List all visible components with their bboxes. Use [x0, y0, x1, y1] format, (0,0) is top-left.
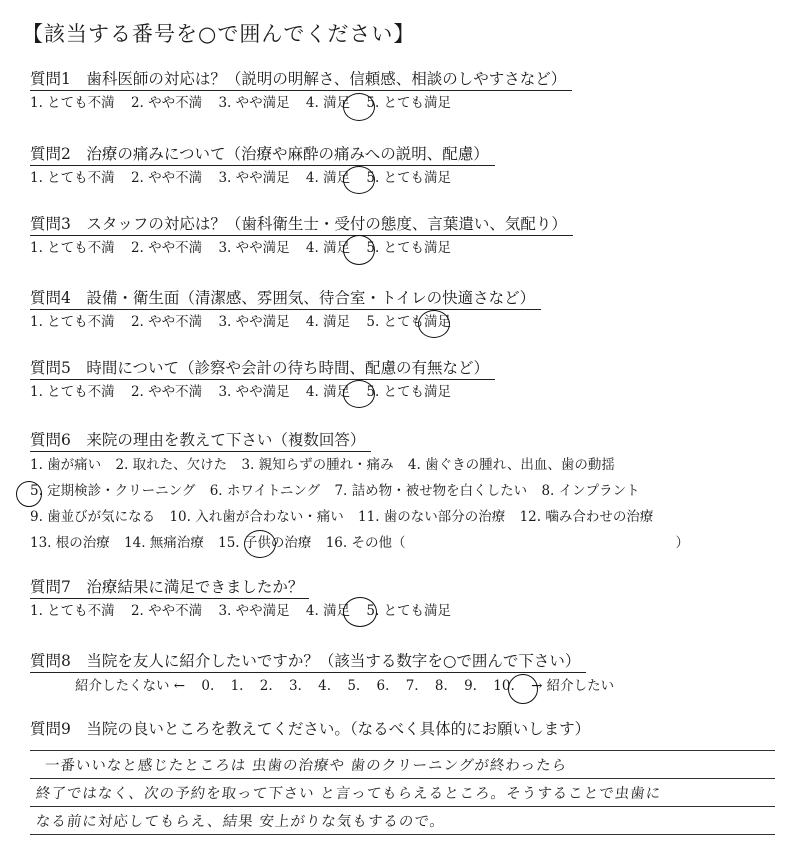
option[interactable]: 2. やや不満	[130, 384, 203, 400]
question-1-label: 質問1 歯科医師の対応は？（説明の明解さ、信頼感、相談のしやすさなど）	[30, 68, 572, 91]
form-title: 【該当する番号を○で囲んでください】	[22, 22, 416, 46]
option[interactable]: 3. やや満足	[218, 603, 290, 619]
option[interactable]: 1. とても不満	[30, 170, 115, 186]
question-1	[30, 68, 572, 115]
scale-number[interactable]: 8.	[434, 678, 448, 694]
question-1-options	[30, 91, 572, 115]
ruled-line	[30, 750, 775, 751]
option[interactable]: 4. 満足	[305, 240, 351, 256]
question-9-label: 質問9 当院の良いところを教えてください。（なるべく具体的にお願いします）	[30, 720, 591, 738]
scale-number[interactable]: 5.	[347, 678, 361, 694]
scale-left-label: 紹介したくない ←	[75, 678, 186, 694]
option[interactable]: 1. とても不満	[30, 603, 115, 619]
question-4-label: 質問4 設備・衛生面（清潔感、雰囲気、待合室・トイレの快適さなど）	[30, 287, 541, 310]
question-5-label: 質問5 時間について（診察や会計の待ち時間、配慮の有無など）	[30, 357, 495, 380]
option[interactable]: 4. 歯ぐきの腫れ、出血、歯の動揺	[407, 457, 615, 473]
question-8	[30, 650, 626, 699]
scale-number[interactable]: 7.	[405, 678, 419, 694]
option[interactable]: 3. やや満足	[218, 95, 290, 111]
question-6-options	[30, 452, 699, 556]
option[interactable]: 11. 歯のない部分の治療	[358, 509, 506, 525]
option-other[interactable]: 16. その他（	[325, 535, 406, 551]
option[interactable]: 12. 噛み合わせの治療	[519, 509, 654, 525]
option[interactable]: 15. 子供の治療	[218, 535, 312, 551]
question-4-options	[30, 310, 541, 334]
scale-number[interactable]: 1.	[230, 678, 244, 694]
question-9	[30, 718, 596, 740]
option[interactable]: 4. 満足	[305, 603, 351, 619]
option[interactable]: 8. インプラント	[541, 483, 640, 499]
question-3-label: 質問3 スタッフの対応は？（歯科衛生士・受付の態度、言葉遣い、気配り）	[30, 213, 573, 236]
question-7-label: 質問7 治療結果に満足できましたか？	[30, 576, 309, 599]
question-5	[30, 357, 495, 404]
scale-number[interactable]: 10.	[493, 678, 515, 694]
option[interactable]: 5. とても満足	[366, 384, 452, 400]
option[interactable]: 5. とても満足	[366, 170, 452, 186]
option[interactable]: 2. やや不満	[130, 603, 203, 619]
scale-number[interactable]: 2.	[259, 678, 273, 694]
option[interactable]: 4. 満足	[305, 314, 351, 330]
option[interactable]: 2. やや不満	[130, 314, 203, 330]
option[interactable]: 10. 入れ歯が合わない・痛い	[169, 509, 344, 525]
question-7	[30, 576, 463, 623]
option[interactable]: 4. 満足	[305, 384, 351, 400]
option[interactable]: 3. やや満足	[218, 314, 290, 330]
scale-number[interactable]: 6.	[376, 678, 390, 694]
question-7-options	[30, 599, 463, 623]
question-2	[30, 143, 495, 190]
option[interactable]: 9. 歯並びが気になる	[30, 509, 156, 525]
question-2-label: 質問2 治療の痛みについて（治療や麻酔の痛みへの説明、配慮）	[30, 143, 495, 166]
option[interactable]: 1. 歯が痛い	[30, 457, 102, 473]
option[interactable]: 2. やや不満	[130, 170, 203, 186]
question-3	[30, 213, 573, 260]
option[interactable]: 2. やや不満	[130, 95, 203, 111]
ruled-line	[30, 778, 775, 779]
option[interactable]: 7. 詰め物・被せ物を白くしたい	[334, 483, 528, 499]
option[interactable]: 6. ホワイトニング	[209, 483, 321, 499]
handwritten-answer-line: 一番いいなと感じたところは 虫歯の治療や 歯のクリーニングが終わったら	[44, 758, 568, 774]
ruled-line	[30, 806, 775, 807]
option[interactable]: 5. とても満足	[366, 314, 452, 330]
option[interactable]: 3. やや満足	[218, 170, 290, 186]
question-5-options	[30, 380, 495, 404]
scale-number[interactable]: 4.	[318, 678, 332, 694]
option[interactable]: 2. やや不満	[130, 240, 203, 256]
question-2-options	[30, 166, 495, 190]
option[interactable]: 3. やや満足	[218, 384, 290, 400]
option[interactable]: 1. とても不満	[30, 314, 115, 330]
question-6	[30, 429, 699, 556]
scale-number[interactable]: 3.	[288, 678, 302, 694]
scale-number[interactable]: 0.	[201, 678, 215, 694]
handwritten-answer-line: なる前に対応してもらえ、結果 安上がりな気もするので。	[35, 814, 446, 830]
option[interactable]: 14. 無痛治療	[124, 535, 204, 551]
option[interactable]: 5. とても満足	[366, 603, 452, 619]
option[interactable]: 4. 満足	[305, 95, 351, 111]
option[interactable]: 13. 根の治療	[30, 535, 110, 551]
option[interactable]: 3. 親知らずの腫れ・痛み	[241, 457, 394, 473]
scale-number[interactable]: 9.	[464, 678, 477, 694]
scale-right-label: → 紹介したい	[531, 678, 615, 694]
question-6-label: 質問6 来院の理由を教えて下さい（複数回答）	[30, 429, 371, 452]
option[interactable]: 5. とても満足	[366, 95, 452, 111]
handwritten-answer-line: 終了ではなく、次の予約を取って下さい と言ってもらえるところ。そうすることで虫歯に	[35, 786, 663, 802]
option[interactable]: 4. 満足	[305, 170, 351, 186]
recommend-scale	[75, 673, 626, 699]
ruled-line	[30, 834, 775, 835]
option[interactable]: 1. とても不満	[30, 384, 115, 400]
option[interactable]: 2. 取れた、欠けた	[115, 457, 228, 473]
option[interactable]: 3. やや満足	[218, 240, 290, 256]
question-4	[30, 287, 541, 334]
option[interactable]: 5. 定期検診・クリーニング	[30, 483, 196, 499]
option-other-close: ）	[675, 535, 689, 551]
question-8-label: 質問8 当院を友人に紹介したいですか？（該当する数字を○で囲んで下さい）	[30, 650, 586, 673]
option[interactable]: 5. とても満足	[366, 240, 452, 256]
option[interactable]: 1. とても不満	[30, 240, 115, 256]
question-3-options	[30, 236, 573, 260]
option[interactable]: 1. とても不満	[30, 95, 115, 111]
